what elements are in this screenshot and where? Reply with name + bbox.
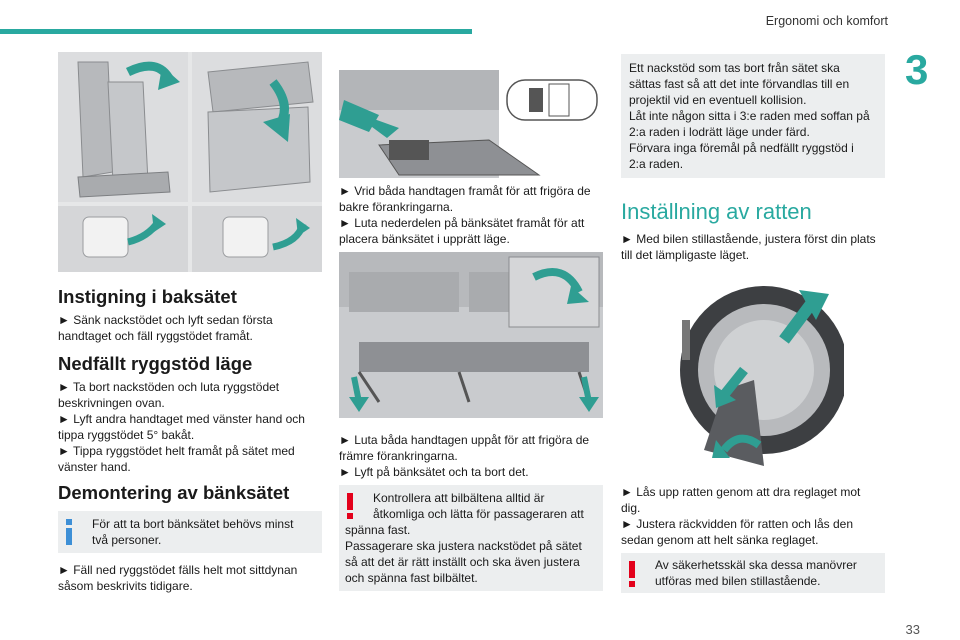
text-line: så att det är rätt inställt och ska även justera xyxy=(345,555,580,569)
text-line: främre förankringarna. xyxy=(339,449,458,463)
paragraph-demontering xyxy=(58,562,326,594)
text-line: Ett nackstöd som tas bort från sätet ska xyxy=(629,61,840,75)
heading-instigning: Instigning i baksätet xyxy=(58,286,237,307)
steering-wheel-drawing xyxy=(664,280,844,466)
warning-note-text-cont xyxy=(345,522,601,586)
text-line: placera bänksätet i upprätt läge. xyxy=(339,232,510,246)
text-line: ► Ta bort nackstöden och luta ryggstödet xyxy=(58,380,280,394)
anchor-release-drawing xyxy=(339,70,603,178)
text-line: handtaget och fäll ryggstödet framåt. xyxy=(58,329,253,343)
warning-note xyxy=(339,485,603,591)
text-line: ► Justera räckvidden för ratten och lås den xyxy=(621,517,853,531)
bench-lift-drawing xyxy=(339,252,603,418)
text-line: dig. xyxy=(621,501,641,515)
paragraph-vrid xyxy=(339,183,607,247)
seat-fold-drawing xyxy=(58,52,322,272)
text-line: 2:a raden i lodrätt läge under färd. xyxy=(629,125,810,139)
bench-lift-illustration xyxy=(339,252,603,418)
text-line: ► Lyft på bänksätet och ta bort det. xyxy=(339,465,529,479)
text-line: projektil vid en eventuell kollision. xyxy=(629,93,807,107)
text-line: ► Luta nederdelen på bänksätet framåt för att xyxy=(339,216,585,230)
text-line: vänster hand. xyxy=(58,460,131,474)
warning-note-text xyxy=(373,490,601,522)
heading-ratten: Inställning av ratten xyxy=(621,199,812,224)
text-line: ► Sänk nackstödet och lyft sedan första xyxy=(58,313,273,327)
text-line: ► Fäll ned ryggstödet fälls helt mot sittdynan xyxy=(58,563,298,577)
paragraph-las xyxy=(621,484,889,548)
seat-fold-illustration xyxy=(58,52,322,272)
headrest-note xyxy=(621,54,885,178)
text-line: bakre förankringarna. xyxy=(339,200,454,214)
info-icon xyxy=(64,519,74,549)
heading-demontering: Demontering av bänksätet xyxy=(58,482,290,503)
headrest-note-text xyxy=(629,60,883,172)
text-line: Förvara inga föremål på nedfällt ryggstöd i xyxy=(629,141,854,155)
text-line: spänna fast. xyxy=(345,523,411,537)
info-note-text xyxy=(92,516,316,548)
paragraph-instigning xyxy=(58,312,326,344)
text-line: För att ta bort bänksätet behövs minst xyxy=(92,517,294,531)
paragraph-nedfallt xyxy=(58,379,326,475)
text-line: ► Lås upp ratten genom att dra reglaget mot xyxy=(621,485,861,499)
text-line: till det lämpligaste läget. xyxy=(621,248,750,262)
chapter-number: 3 xyxy=(905,46,929,93)
steering-warning-text xyxy=(655,557,883,589)
steering-warning-note xyxy=(621,553,885,593)
chapter-title: Ergonomi och komfort xyxy=(765,14,888,28)
text-line: Kontrollera att bilbältena alltid är xyxy=(373,491,545,505)
text-line: sedan genom att helt sänka reglaget. xyxy=(621,533,819,547)
text-line: ► Luta båda handtagen uppåt för att frigöra de xyxy=(339,433,590,447)
text-line: tippa ryggstödet 5° bakåt. xyxy=(58,428,195,442)
info-note xyxy=(58,511,322,553)
text-line: och spänna fast bilbältet. xyxy=(345,571,478,585)
text-line: ► Med bilen stillastående, justera först din plats xyxy=(621,232,876,246)
text-line: Låt inte någon sitta i 3:e raden med soffan på xyxy=(629,109,870,123)
text-line: Av säkerhetsskäl ska dessa manövrer xyxy=(655,558,857,572)
text-line: ► Vrid båda handtagen framåt för att frigöra de xyxy=(339,184,591,198)
heading-nedfallt: Nedfällt ryggstöd läge xyxy=(58,353,253,374)
text-line: såsom beskrivits tidigare. xyxy=(58,579,193,593)
text-line: utföras med bilen stillastående. xyxy=(655,574,821,588)
steering-wheel-illustration xyxy=(664,280,844,466)
page-number: 33 xyxy=(905,622,920,637)
warning-icon xyxy=(345,493,355,523)
text-line: 2:a raden. xyxy=(629,157,684,171)
text-line: ► Lyft andra handtaget med vänster hand och xyxy=(58,412,305,426)
text-line: Passagerare ska justera nackstödet på sätet xyxy=(345,539,582,553)
text-line: beskrivningen ovan. xyxy=(58,396,165,410)
paragraph-luta xyxy=(339,432,607,480)
text-line: ► Tippa ryggstödet helt framåt på sätet med xyxy=(58,444,295,458)
header-accent-bar xyxy=(0,29,472,34)
text-line: sättas fast så att det inte förvandlas till en xyxy=(629,77,850,91)
text-line: två personer. xyxy=(92,533,162,547)
anchor-release-illustration xyxy=(339,70,603,178)
paragraph-ratten xyxy=(621,231,889,263)
warning-icon xyxy=(627,561,637,591)
text-line: åtkomliga och lätta för passageraren att xyxy=(373,507,584,521)
